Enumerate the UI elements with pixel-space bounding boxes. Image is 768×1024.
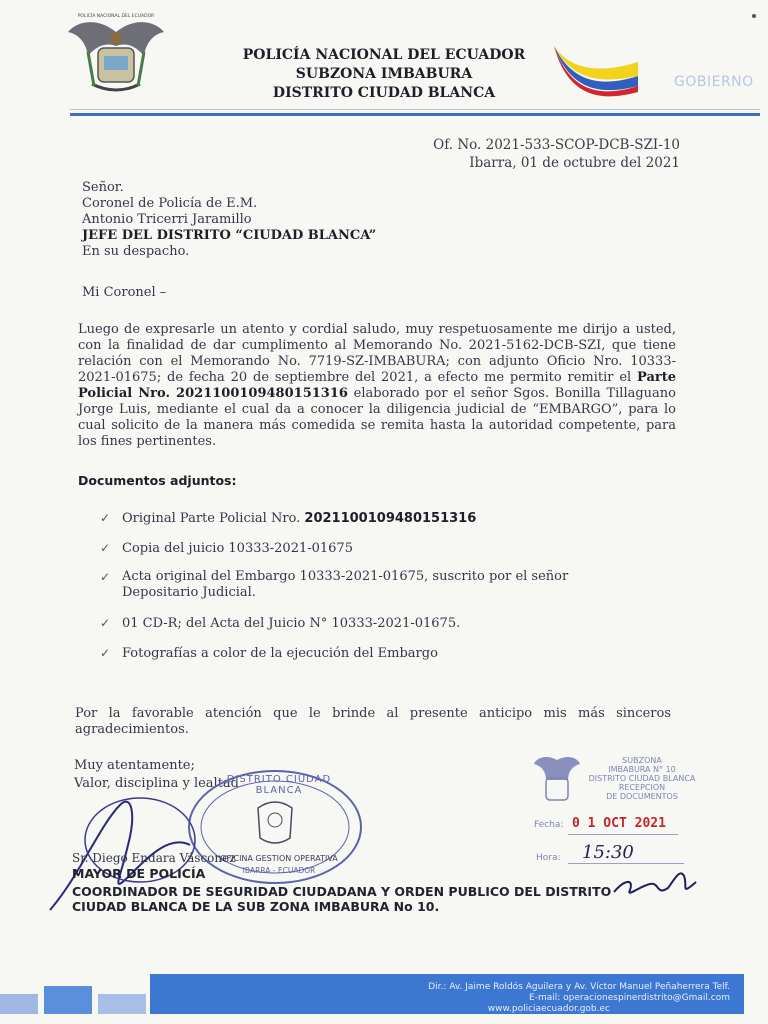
initials-signature-icon [610,862,700,902]
reception-line: RECEPCION [618,783,666,792]
header-line-1: POLICÍA NACIONAL DEL ECUADOR [242,47,526,63]
reception-stamp [532,754,702,814]
signer-rank: MAYOR DE POLICÍA [72,866,206,881]
signer-name: Sr. Diego Endara Vásconez [72,851,236,865]
motto: Valor, disciplina y lealtad [74,776,239,791]
reception-signature [610,862,700,902]
header-line-2: SUBZONA IMBABURA [295,66,473,82]
fecha-label: Fecha: [534,820,564,830]
reception-line: DE DOCUMENTOS [606,792,678,801]
attachment-item [100,540,660,557]
body-paragraph [78,322,676,450]
fecha-value: 0 1 OCT 2021 [572,816,666,831]
footer-block-left-3 [98,994,146,1014]
attachments-heading: Documentos adjuntos: [78,473,237,488]
gobierno-logo [550,40,760,100]
footer-block-left-2 [44,986,92,1014]
reference-block [433,136,680,172]
reception-crest-icon [532,754,582,806]
recipient-block [82,180,376,260]
regards: Muy atentamente; [74,758,195,773]
attachment-item [100,615,660,632]
attachment-item [100,510,660,527]
attachment-item [100,569,660,601]
attachment-text: 01 CD-R; del Acta del Juicio N° 10333-2021-01675. [122,616,461,631]
recipient-office: En su despacho. [82,244,190,259]
hora-value: 15:30 [582,842,634,863]
footer-web: www.policiaecuador.gob.ec [487,1004,610,1014]
body-text-1: Luego de expresarle un atento y cordial saludo, muy respetuosamente me dirijo a usted, con la finalidad de dar cumplimento al Memorando No. 2021-5162-DCB-SZI, que tiene relación con el Memorando No. 7719-SZ-IMBABURA; con adjunto Oficio Nro. 10333-2021-01675; de fecha 20 de septiembre del 2021, a efecto me permito remitir el [78,322,676,385]
footer-block-left-1 [0,994,38,1014]
logo-caption: POLICÍA NACIONAL DEL ECUADOR [77,14,155,19]
body-text-2: elaborado por el señor Sgos. Bonilla Tillaguano Jorge Luis, mediante el cual da a conocer la diligencia judicial de “EMBARGO”, para lo cual solicito de la manera más comedida se remita hasta la autoridad competente, para los fines pertinentes. [78,386,677,449]
hora-label: Hora: [536,853,561,863]
closing-line: Por la favorable atención que le brinde al presente anticipo mis más sinceros agradecimientos. [75,706,671,737]
reception-line: SUBZONA [622,756,662,765]
footer-contact [330,982,730,1015]
header-rule-thin [70,109,760,110]
reception-line: IMBABURA N° 10 [608,765,676,774]
attachment-item [100,645,660,662]
signer-role-line-2: CIUDAD BLANCA DE LA SUB ZONA IMBABURA No 10. [72,899,440,914]
parte-policial-number: Parte Policial Nro. 2021100109480151316 [78,370,676,401]
recipient-name: Antonio Tricerri Jaramillo [82,212,252,227]
check-icon: ✓ [100,646,111,660]
check-icon: ✓ [100,616,111,630]
attachment-text: Copia del juicio 10333-2021-01675 [122,541,353,556]
office-number: Of. No. 2021-533-SCOP-DCB-SZI-10 [433,137,680,153]
recipient-salutation: Señor. [82,180,124,195]
attachment-number: 2021100109480151316 [304,511,477,526]
check-icon: ✓ [100,570,111,584]
reception-text [582,756,702,801]
greeting: Mi Coronel – [82,285,167,300]
ecuador-flag-swoosh-icon [550,40,640,100]
recipient-rank: Coronel de Policía de E.M. [82,196,258,211]
check-icon: ✓ [100,541,111,555]
stamp-city-text: IBARRA - ECUADOR [242,866,316,875]
fecha-underline [568,834,678,835]
footer-email: E-mail: operacionespinerdistrito@Gmail.com [529,993,730,1003]
signer-role-line-1: COORDINADOR DE SEGURIDAD CIUDADANA Y ORDEN PUBLICO DEL DISTRITO [72,884,612,899]
header-line-3: DISTRITO CIUDAD BLANCA [272,85,496,101]
check-icon: ✓ [100,511,111,525]
place-date: Ibarra, 01 de octubre del 2021 [469,155,680,171]
gobierno-text: GOBIERNO [674,74,754,90]
stamp-district-text: DISTRITO CIUDAD BLANCA [226,774,332,796]
attachment-text: Fotografías a color de la ejecución del Embargo [122,646,438,661]
reception-line: DISTRITO CIUDAD BLANCA [588,774,696,783]
recipient-title: JEFE DEL DISTRITO “CIUDAD BLANCA” [82,228,377,243]
attachment-text: Original Parte Policial Nro. [122,511,305,526]
footer-address: Dir.: Av. Jaime Roldós Aguilera y Av. Víctor Manuel Peñaherrera Telf. [428,982,730,992]
stamp-office-text: OFICINA GESTION OPERATIVA [220,854,338,863]
attachment-text: Acta original del Embargo 10333-2021-01675, suscrito por el señor Depositario Judicial. [122,569,569,600]
header-rule [70,113,760,116]
corner-dot-icon [752,14,756,18]
